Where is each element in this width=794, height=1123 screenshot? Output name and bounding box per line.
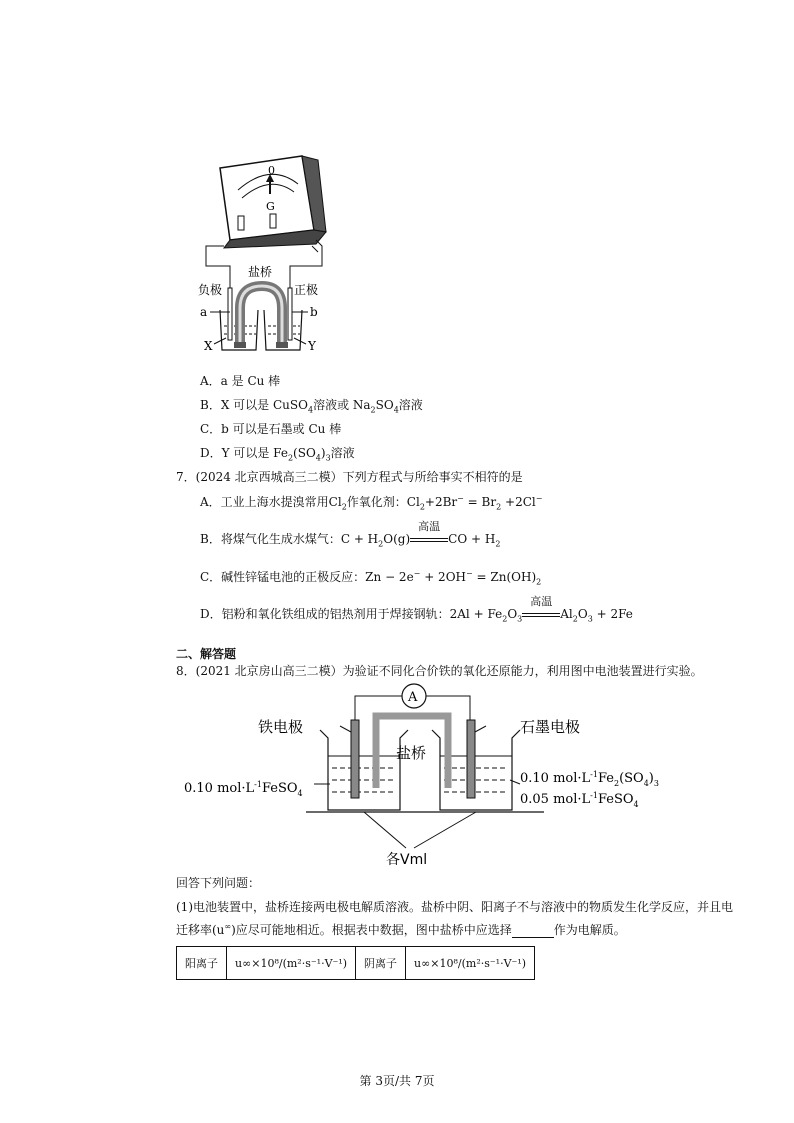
q7-option-b: B．将煤气化生成水煤气：$C + H_2O(g)$ 高温 CO + $H_2$ xyxy=(200,520,501,549)
x-label: X xyxy=(204,339,213,353)
q7-option-c: C．碱性锌锰电池的正极反应：$Zn - 2e^- + 2OH^- = Zn(OH)_2$ xyxy=(200,569,542,587)
q7-option-a: A．工业上海水提溴常用$Cl_2$作氧化剂：$Cl_2+2Br^- = Br_2 +2Cl^-$ xyxy=(200,494,543,512)
table-header-cell: 阳离子 xyxy=(177,947,227,980)
meter-g-label: G xyxy=(266,200,275,213)
volume-label: 各Vml xyxy=(386,852,428,868)
q8-part1-line2: 迁移率(u∞)应尽可能地相近。根据表中数据，图中盐桥中应选择 作为电解质。 xyxy=(176,922,626,937)
q6-option-d: D．Y 可以是 $Fe_2(SO_4)_3$溶液 xyxy=(200,446,355,463)
q8-stem: 8．(2021 北京房山高三二模）为验证不同化合价铁的氧化还原能力，利用图中电池装置进行实验。 xyxy=(176,664,703,678)
graphite-electrode-label: 石墨电极 xyxy=(520,718,581,736)
meter-zero-label: 0 xyxy=(268,164,275,177)
left-solution-label: 0.10 $mol\cdot L^{-1}FeSO_4$ xyxy=(184,780,303,798)
q6-option-c: C．b 可以是石墨或 Cu 棒 xyxy=(200,422,342,436)
page-footer: 第 3页/共 7页 xyxy=(359,1074,435,1088)
right-solution-1-label: 0.10 $mol\cdot L^{-1}Fe_2(SO_4)_3$ xyxy=(520,770,659,788)
y-label: Y xyxy=(308,339,316,353)
salt-bridge2-label: 盐桥 xyxy=(396,744,427,762)
q7-option-d: D．铝粉和氧化铁组成的铝热剂用于焊接钢轨：$2Al + Fe_2O_3$ 高温 $Al_2O_3 + 2Fe$ xyxy=(200,595,633,624)
d-condition: 高温 xyxy=(530,595,553,608)
electrochemical-cell-figure xyxy=(180,680,659,872)
table-header-cell: 阴离子 xyxy=(356,947,406,980)
ammeter-label: A xyxy=(408,690,418,705)
answer-intro: 回答下列问题： xyxy=(176,876,261,890)
q7-stem: 7．(2024 北京西城高三二模）下列方程式与所给事实不相符的是 xyxy=(176,470,523,484)
q6-option-b: B．X 可以是 CuSO$_4$溶液或 $Na_2SO_4$溶液 xyxy=(200,398,423,415)
table-header-row xyxy=(177,947,535,980)
galvanometer-cell-figure xyxy=(190,148,340,358)
positive-label: 正极 xyxy=(294,283,319,297)
b-label: b xyxy=(310,305,318,319)
a-label: a xyxy=(200,305,208,319)
answer-blank[interactable] xyxy=(512,925,554,938)
section-heading: 二、解答题 xyxy=(176,647,237,661)
q6-option-a: A．a 是 Cu 棒 xyxy=(200,374,281,388)
b-condition: 高温 xyxy=(418,520,441,533)
mobility-table xyxy=(176,946,535,980)
salt-bridge-label: 盐桥 xyxy=(248,265,273,279)
negative-label: 负极 xyxy=(198,283,223,297)
right-solution-2-label: 0.05 $mol\cdot L^{-1}FeSO_4$ xyxy=(520,791,639,809)
table-header-cell: u∞×10⁸/(m²·s⁻¹·V⁻¹) xyxy=(227,947,356,980)
table-header-cell: u∞×10⁸/(m²·s⁻¹·V⁻¹) xyxy=(406,947,535,980)
iron-electrode-label: 铁电极 xyxy=(258,718,304,736)
q8-part1-line1: (1)电池装置中，盐桥连接两电极电解质溶液。盐桥中阴、阳离子不与溶液中的物质发生化学反应，并且电 xyxy=(176,900,734,914)
